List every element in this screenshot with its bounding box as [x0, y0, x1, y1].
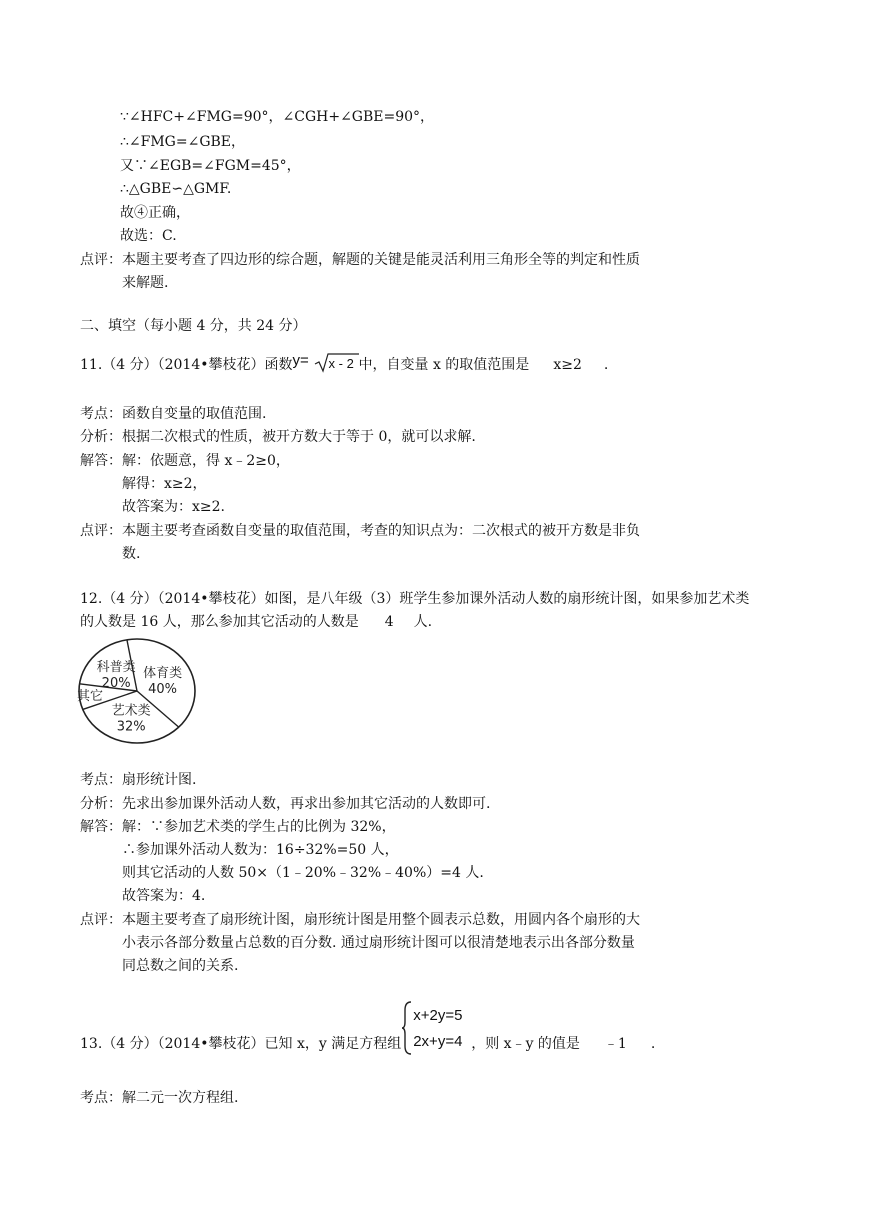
q12-jieda-1: 解：∵参加艺术类的学生占的比例为 32%， [122, 819, 396, 835]
q11-end: . [603, 357, 609, 373]
section-title: 二、填空（每小题 4 分，共 24 分） [80, 318, 307, 334]
q13-kaodian-label: 考点： [80, 1090, 122, 1106]
q11-jieda-1: 解：依题意，得 x﹣2≥0， [122, 453, 290, 469]
q12-jieda-3: 则其它活动的人数 50×（1﹣20%﹣32%﹣40%）=4 人. [122, 865, 484, 881]
q11-prefix: 11.（4 分）（2014•攀枝花）函数 [80, 357, 293, 373]
pie-label-kepu-percent: 20% [101, 675, 131, 691]
q12-kaodian-label: 考点： [80, 772, 122, 788]
left-brace-icon [401, 1000, 413, 1056]
q12-fenxi: 先求出参加课外活动人数，再求出参加其它活动的人数即可. [122, 796, 491, 812]
q11-formula-radicand: x - 2 [328, 356, 354, 371]
q12-jieda-label: 解答： [80, 819, 122, 835]
q11-fenxi-label: 分析： [80, 429, 122, 445]
q11-jieda-3: 故答案为：x≥2. [122, 499, 225, 515]
proof-line-4: ∴△GBE∽△GMF. [120, 181, 232, 197]
q12-line2-suffix: 人. [413, 614, 433, 630]
q13-suffix: ，则 x﹣y 的值是 [471, 1036, 580, 1052]
q12-jieda-4: 故答案为：4. [122, 888, 206, 904]
q13-equation-system [401, 1007, 471, 1054]
q12-jieda-2: ∴参加课外活动人数为：16÷32%=50 人， [122, 842, 399, 858]
q11-fenxi: 根据二次根式的性质，被开方数大于等于 0，就可以求解. [122, 429, 476, 445]
q12-dianping-1: 本题主要考查了扇形统计图，扇形统计图是用整个圆表示总数，用圆内各个扇形的大 [122, 912, 640, 928]
q13-eq1: x+2y=5 [413, 1007, 463, 1024]
q11-kaodian-label: 考点： [80, 406, 122, 422]
q12-kaodian: 扇形统计图. [122, 772, 197, 788]
q11-kaodian: 函数自变量的取值范围. [122, 406, 267, 422]
q11-dianping-2: 数. [122, 546, 141, 562]
pie-label-tiyu-percent: 40% [148, 681, 178, 697]
q11-jieda-label: 解答： [80, 453, 122, 469]
q11-formula-y: y= [292, 352, 309, 369]
pie-label-yishu: 艺术类 [111, 703, 151, 719]
pie-label-yishu-percent: 32% [116, 719, 146, 735]
q11-formula [293, 351, 359, 373]
q11-stem [80, 351, 608, 375]
q13-eq2: 2x+y=4 [413, 1033, 463, 1050]
comment-line-2: 来解题. [122, 275, 169, 291]
q12-line2-prefix: 的人数是 16 人，那么参加其它活动的人数是 [80, 614, 359, 630]
pie-label-kepu: 科普类 [96, 659, 136, 675]
proof-line-6: 故选：C. [120, 228, 177, 244]
pie-label-qita: 其它 [77, 688, 104, 704]
q11-suffix: 中，自变量 x 的取值范围是 [358, 357, 530, 373]
q12-dianping-label: 点评： [80, 912, 122, 928]
q11-dianping-1: 本题主要考查函数自变量的取值范围，考查的知识点为：二次根式的被开方数是非负 [122, 523, 640, 539]
proof-line-5: 故④正确， [120, 205, 190, 221]
q12-answer: 4 [384, 614, 394, 630]
q13-answer: ﹣1 [603, 1036, 627, 1052]
q11-jieda-2: 解得：x≥2， [122, 476, 207, 492]
comment-label: 点评： [80, 252, 122, 268]
q12-line-2 [80, 612, 432, 632]
q11-answer: x≥2 [553, 357, 582, 373]
q13-kaodian: 解二元一次方程组. [122, 1090, 239, 1106]
q12-line-1: 12.（4 分）（2014•攀枝花）如图，是八年级（3）班学生参加课外活动人数的扇形统计图，如果参加艺术类 [80, 591, 750, 607]
proof-line-3: 又∵∠EGB=∠FGM=45°， [120, 158, 301, 174]
q11-dianping-label: 点评： [80, 523, 122, 539]
proof-line-2: ∴∠FMG=∠GBE， [120, 134, 246, 150]
q12-fenxi-label: 分析： [80, 796, 122, 812]
q13-stem [80, 1007, 656, 1054]
comment-line-1: 本题主要考查了四边形的综合题，解题的关键是能灵活利用三角形全等的判定和性质 [122, 252, 640, 268]
q12-dianping-2: 小表示各部分数量占总数的百分数. 通过扇形统计图可以很清楚地表示出各部分数量 [122, 935, 635, 951]
proof-line-1: ∵∠HFC+∠FMG=90°，∠CGH+∠GBE=90°， [120, 109, 435, 125]
pie-chart [76, 636, 198, 746]
q12-dianping-3: 同总数之间的关系. [122, 958, 239, 974]
q13-prefix: 13.（4 分）（2014•攀枝花）已知 x，y 满足方程组 [80, 1036, 402, 1052]
q13-end: . [650, 1036, 656, 1052]
pie-label-tiyu: 体育类 [143, 665, 183, 681]
